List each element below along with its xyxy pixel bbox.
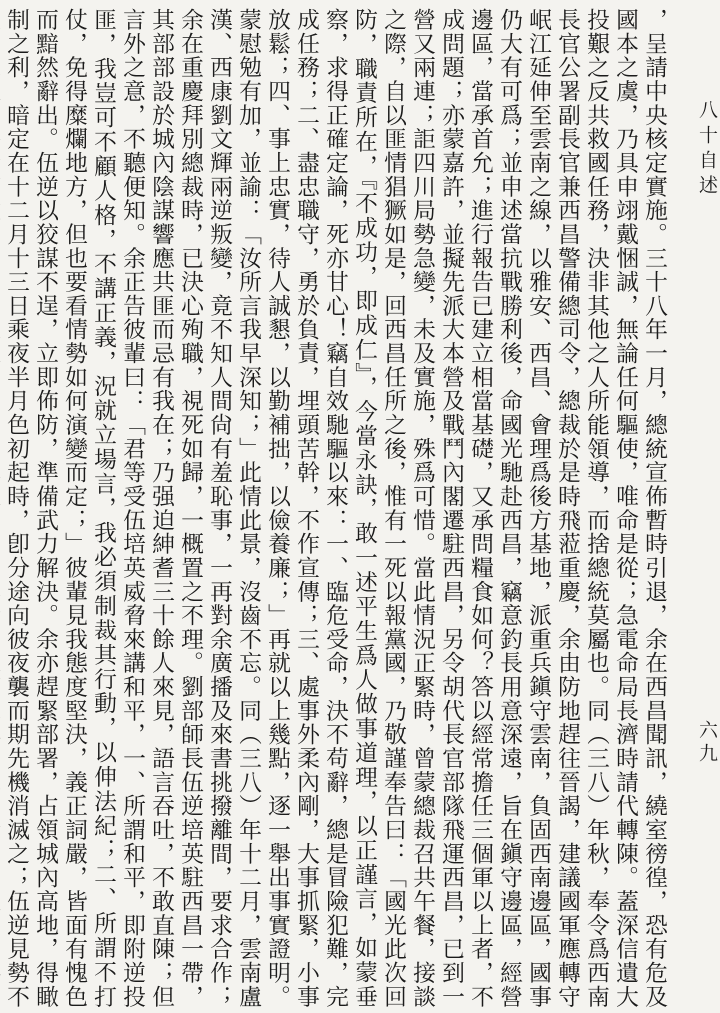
running-title: 八十自述 [696,100,718,200]
body-text: ，呈請中央核定實施。三十八年一月，總統宣佈暫時引退，余在西昌聞訊，繞室徬徨，恐有危及國本之虞，乃具申翊戴悃誠，無論任何驅使，唯命是從；急電命局長濟時請代轉陳。蓋深信遺大投艱之反共救國任務，決非其他之人所能領導，而捨總統莫屬也。同（三八）年秋，奉令爲西南長官公署副長官兼西昌警備總司令，總裁於是時飛蒞重慶，余由防地趕往晉謁，建議國軍應轉守岷江延伸至雲南之線，以雅安、西昌、會理爲後方基地，派重兵鎭守雲南，負固西南邊區，國事仍大有可爲；並申述當抗戰勝利後，命國光馳赴西昌，竊意釣長用意深遠，旨在鎭守邊區，經營邊區，當承首允；進行報告已建立相當基礎，又承問糧食如何？答以經常擔任三個軍以上者，不成問題；亦蒙嘉許，並擬先派大本營及戰鬥內閣遷駐西昌，另令胡代長官部隊飛運西昌，已到一營又兩連；詎四川局勢急變，未及實施，殊爲可惜。當此情況正緊時，曾蒙總裁召共午餐，接談之際，自以匪情猖獗如是，回西昌任所之後，惟有一死以報黨國，乃敬謹奉告曰：「國光此次回防，職責所在，『不成功，即成仁』，今當永訣，敢一述平生爲人做事道理，以正謹言，如蒙垂察，求得正確定論，死亦甘心！竊自效馳驅以來：一、臨危受命，決不苟辭，總是冒險犯難，完成任務；二、盡忠職守，勇於負責，埋頭苦幹，不作宣傳；三、處事外柔內剛，大事抓緊，小事放鬆；四、事上忠實，待人誠懇，以勤補拙，以儉養廉；」再就以上幾點，逐一舉出事實證明。蒙慰勉有加，並諭：「汝所言我早深知；」此情此景，沒齒不忘。同（三八）年十二月，雲南盧漢、西康劉文輝兩逆叛變，竟不知人間尙有羞恥事，一再對余廣播及來書挑撥離間，要求合作；余在重慶拜別總裁時，已決心殉職，視死如歸，一概置之不理。劉部師長伍逆培英駐西昌一帶，其部部設於城內陰謀響應共匪而忌有我在；乃强迫紳耆三十餘人來見，語言吞吐，不敢直陳；但言外之意，不聽便知。余正告彼輩曰：「君等受伍培英威脅來講和平，一、所謂和平，即附逆投匪，我豈可不顧人格，不講正義，況就立場言，我必須制裁其行動，以伸法紀；二、所謂不打仗，免得糜爛地方，但也要看情勢如何演變而定；」彼輩見我態度堅決，義正詞嚴，皆面有愧色而黯然辭出。伍逆以狡謀不逞，立即佈防，準備武力解決。余亦趕緊部署，占領城內高地，得瞰制之利，暗定在十二月十三日乘夜半月色初起時，卽分途向彼夜襲而期先機消滅之；伍逆見勢不 [3,8,667,1008]
page-number: 六九 [696,720,718,766]
